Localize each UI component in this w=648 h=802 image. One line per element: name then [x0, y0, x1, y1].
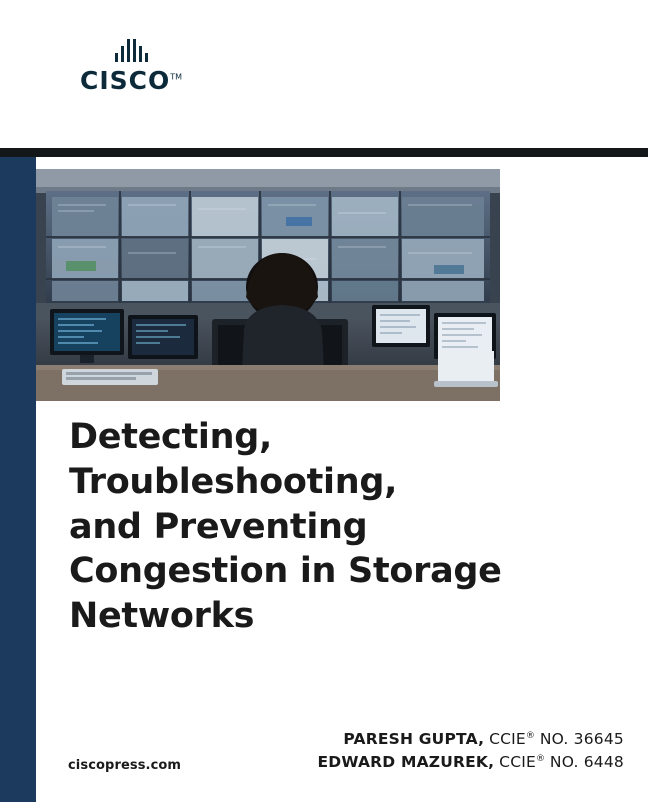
cisco-wordmark	[80, 66, 182, 95]
cisco-logo	[76, 36, 186, 95]
title-line-1: Detecting,	[69, 417, 273, 457]
author-credential: CCIE	[489, 730, 526, 748]
title-line-5: Networks	[69, 596, 255, 637]
author-list	[318, 728, 624, 775]
cover-photo	[36, 169, 500, 401]
trademark-symbol: TM	[170, 72, 183, 82]
cisco-bars-icon	[76, 36, 186, 62]
registered-mark-icon: ®	[535, 754, 545, 765]
author-certification-number: NO. 6448	[549, 753, 624, 772]
cover-spine-bar	[0, 157, 36, 802]
author-credential: CCIE	[499, 753, 536, 772]
header-divider	[0, 148, 648, 157]
title-line-4: Congestion in Storage	[69, 551, 502, 592]
author-name: EDWARD MAZUREK,	[317, 753, 495, 772]
page-title	[69, 415, 609, 639]
publisher-website: ciscopress.com	[68, 758, 182, 773]
network-operations-center-photo	[36, 169, 500, 401]
title-line-2: Troubleshooting,	[69, 461, 398, 502]
publisher-band	[0, 0, 648, 148]
cisco-wordmark-text: CISCO	[79, 66, 171, 95]
author-name: PARESH GUPTA,	[343, 730, 485, 748]
author-entry	[318, 751, 624, 774]
author-certification-number: NO. 36645	[539, 730, 624, 748]
title-line-3: and Preventing	[69, 506, 368, 547]
author-entry	[318, 728, 624, 751]
registered-mark-icon: ®	[525, 730, 535, 741]
